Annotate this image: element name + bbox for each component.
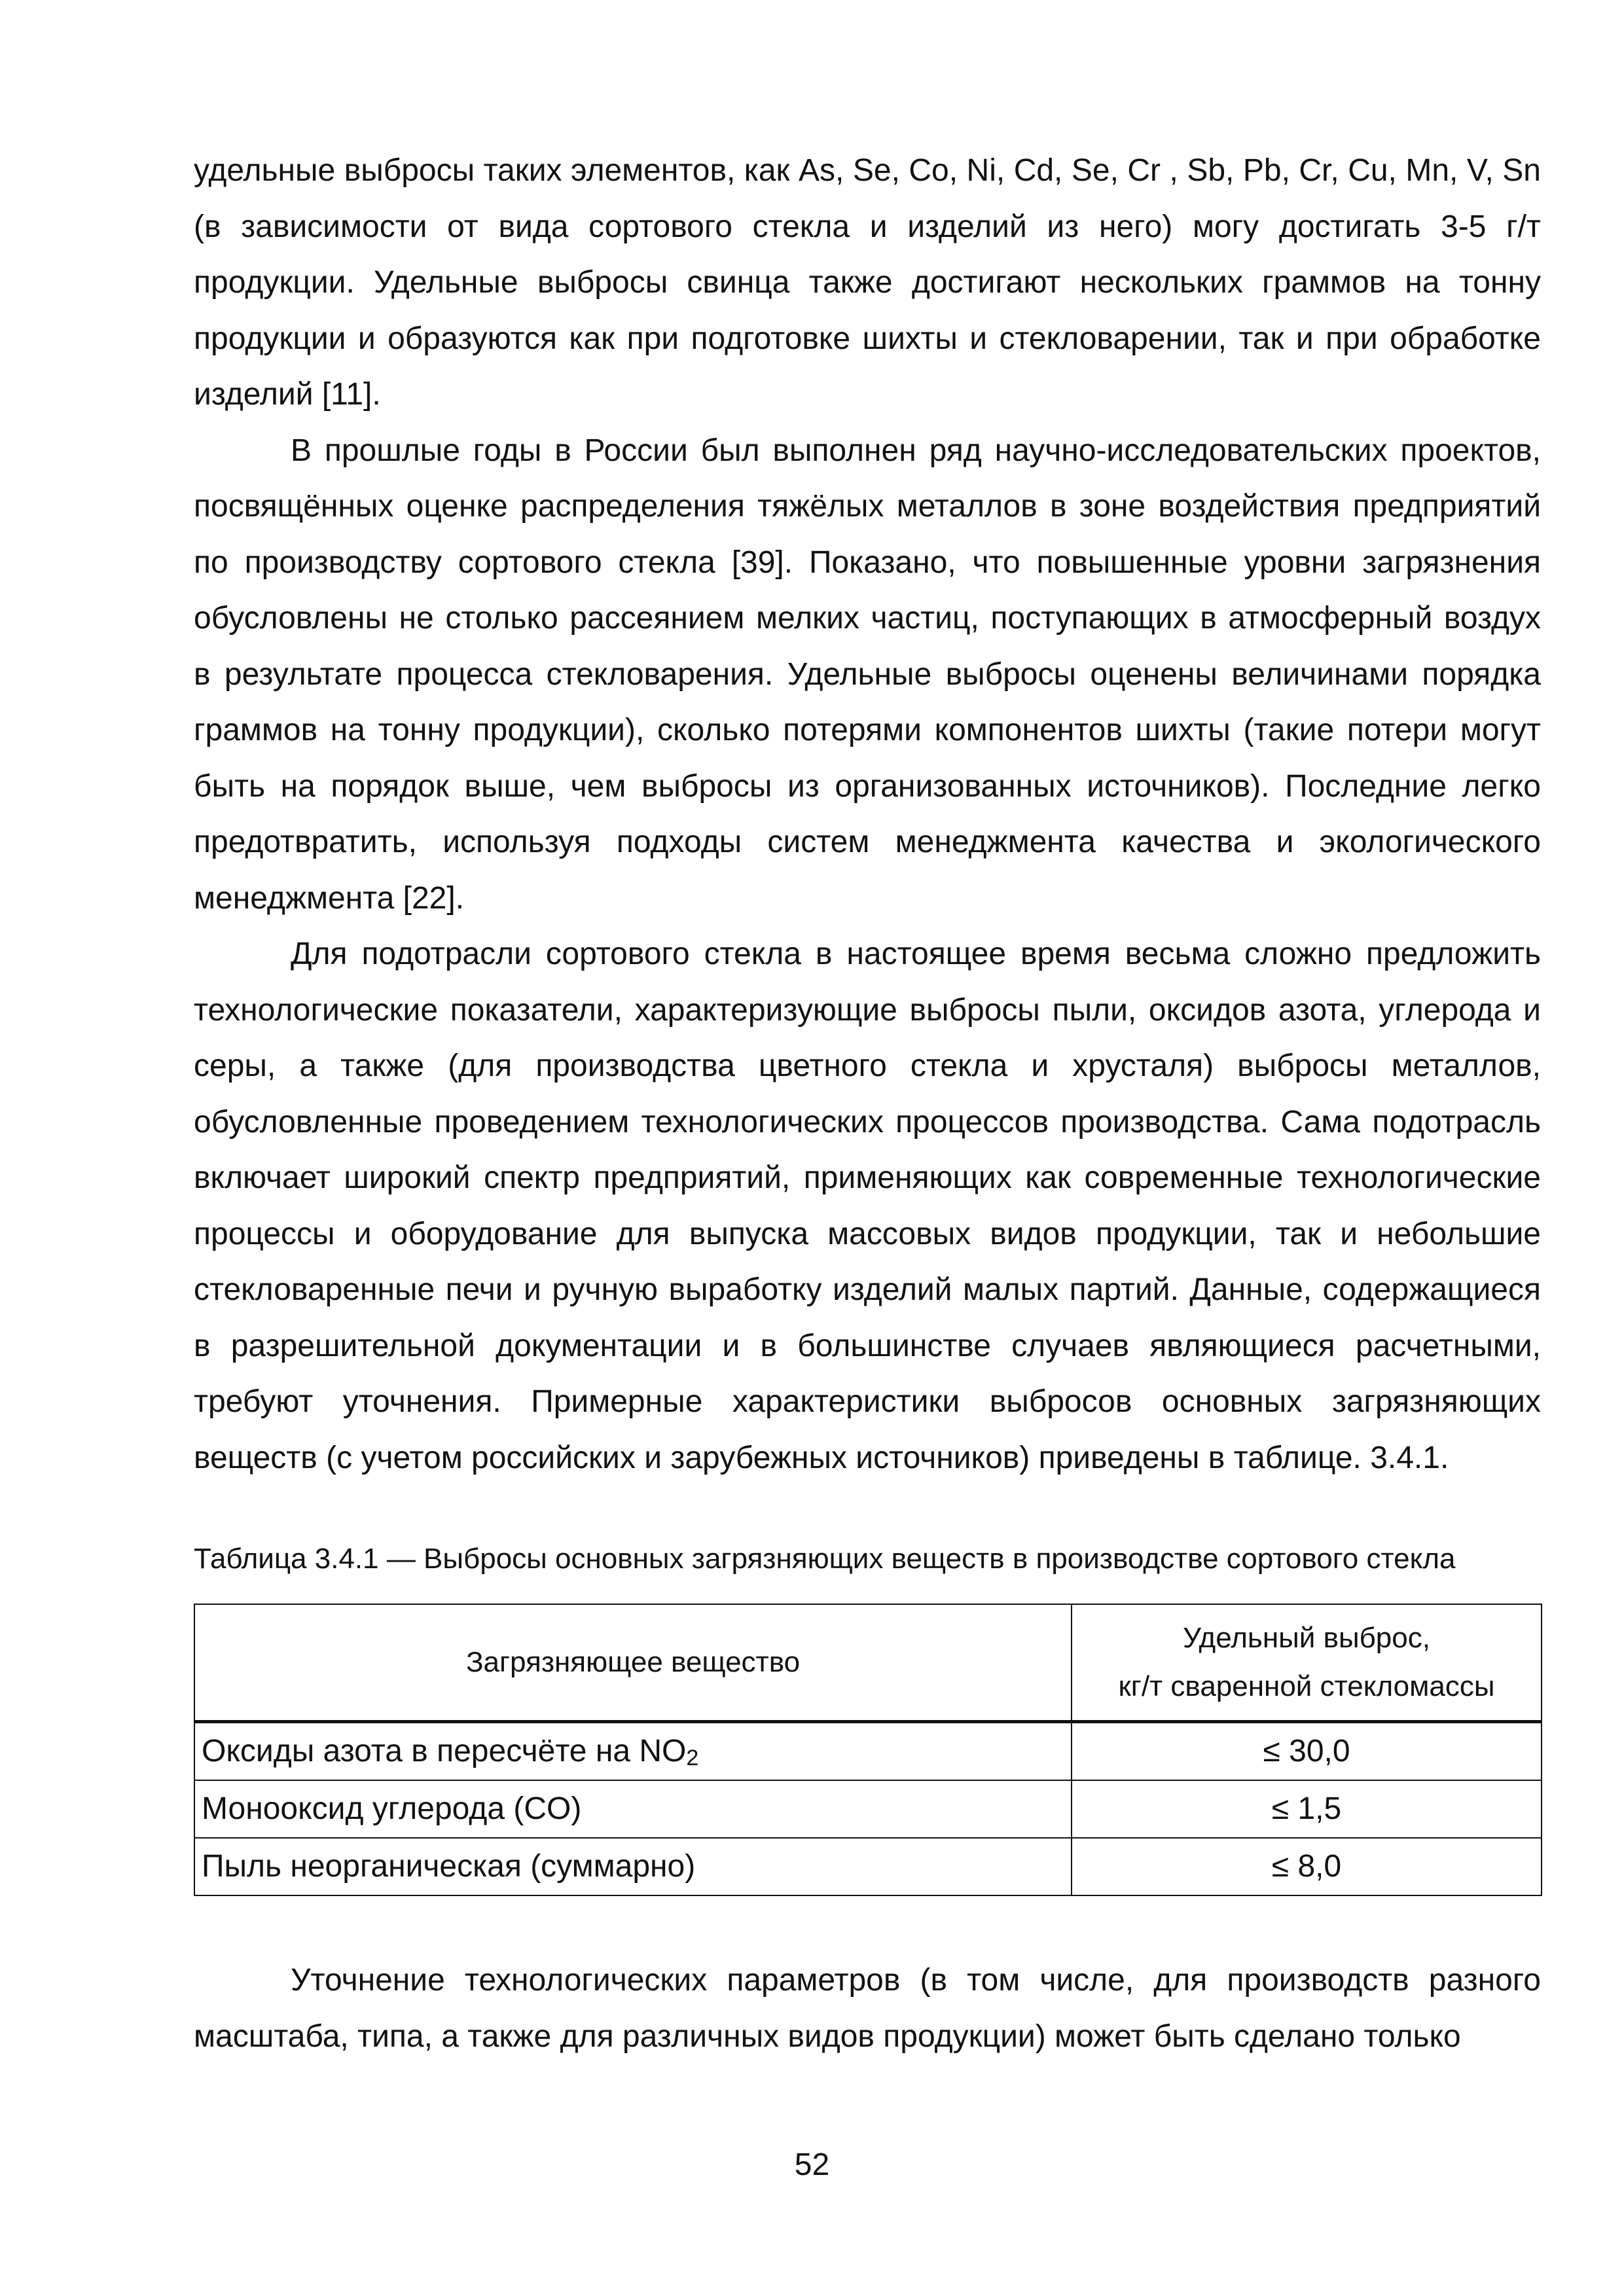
table-row bbox=[194, 1722, 1542, 1781]
document-page bbox=[194, 143, 1541, 2064]
page-number: 52 bbox=[794, 2147, 830, 2182]
header-specific-emission bbox=[1072, 1604, 1542, 1722]
cell-value: ≤ 30,0 bbox=[1072, 1722, 1542, 1781]
paragraph-subsector-indicators: Для подотрасли сортового стекла в настоящее время весьма сложно предложить технологические показатели, характеризующие выбросы пыли, оксидов азота, углерода и серы, а также (для производства цветного стекла и хрусталя) выбросы металлов, обусловленные проведением технологических процессов производства. Сама подотрасль включает широкий спектр предприятий, применяющих как современные технологические процессы и оборудование для выпуска массовых видов продукции, так и небольшие стекловаренные печи и ручную выработку изделий малых партий. Данные, содержащиеся в разрешительной документации и в большинстве случаев являющиеся расчетными, требуют уточнения. Примерные характеристики выбросов основных загрязняющих веществ (с учетом российских и зарубежных источников) приведены в таблице. 3.4.1. bbox=[194, 937, 1541, 1475]
emissions-table bbox=[194, 1604, 1542, 1896]
paragraph-emissions-elements: удельные выбросы таких элементов, как As, Se, Co, Ni, Cd, Se, Cr , Sb, Pb, Cr, Cu, Mn, V, Sn (в зависимости от вида сортового стекла и изделий из него) могу достигать 3-5 г/т продукции. Удельные выбросы свинца также достигают нескольких граммов на тонну продукции и образуются как при подготовке шихты и стекловарении, так и при обработке изделий [11]. bbox=[194, 153, 1541, 412]
paragraph-research-projects: В прошлые годы в России был выполнен ряд научно-исследовательских проектов, посвящённых оценке распределения тяжёлых металлов в зоне воздействия предприятий по производству сортового стекла [39]. Показано, что повышенные уровни загрязнения обусловлены не столько рассеянием мелких частиц, поступающих в атмосферный воздух в результате процесса стекловарения. Удельные выбросы оценены величинами порядка граммов на тонну продукции), сколько потерями компонентов шихты (такие потери могут быть на порядок выше, чем выбросы из организованных источников). Последние легко предотвратить, используя подходы систем менеджмента качества и экологического менеджмента [22]. bbox=[194, 433, 1541, 916]
header-emission-line2: кг/т сваренной стекломассы bbox=[1118, 1670, 1495, 1702]
table-header-row bbox=[194, 1604, 1542, 1722]
subscript-text: 2 bbox=[686, 1746, 699, 1770]
table-row bbox=[194, 1780, 1542, 1838]
cell-substance bbox=[194, 1722, 1072, 1781]
table-row bbox=[194, 1838, 1542, 1895]
substance-text: Оксиды азота в пересчёте на NO bbox=[202, 1734, 687, 1768]
cell-substance: Монооксид углерода (CO) bbox=[194, 1780, 1072, 1838]
cell-value: ≤ 1,5 bbox=[1072, 1780, 1542, 1838]
cell-value: ≤ 8,0 bbox=[1072, 1838, 1542, 1895]
paragraph-refinement: Уточнение технологических параметров (в том числе, для производств разного масштаба, типа, а также для различных видов продукции) может быть сделано только bbox=[194, 1963, 1541, 2054]
header-emission-line1: Удельный выброс, bbox=[1183, 1622, 1430, 1654]
header-substance: Загрязняющее вещество bbox=[194, 1604, 1072, 1722]
cell-substance: Пыль неорганическая (суммарно) bbox=[194, 1838, 1072, 1895]
table-caption: Таблица 3.4.1 — Выбросы основных загрязняющих веществ в производстве сортового стекла bbox=[194, 1543, 1456, 1575]
